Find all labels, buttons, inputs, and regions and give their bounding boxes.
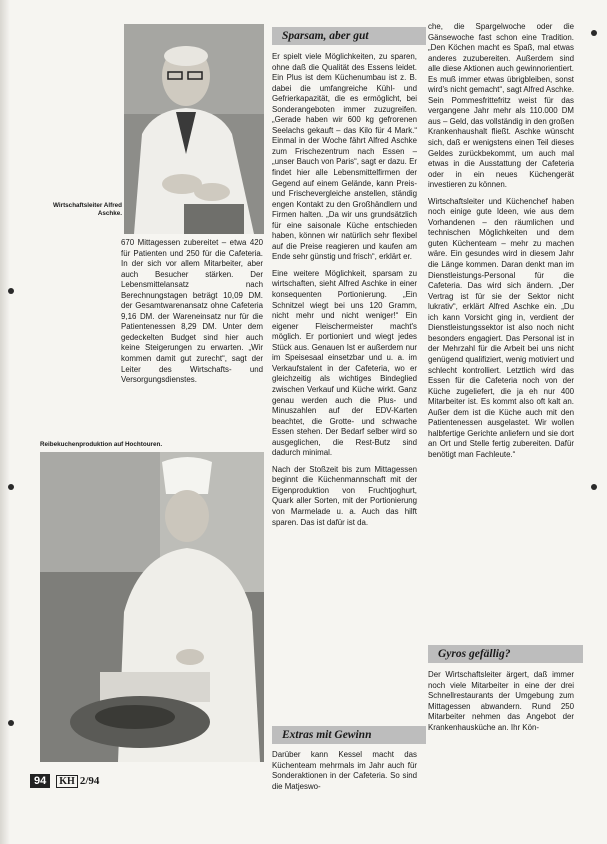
page-footer: [30, 774, 99, 788]
paragraph: Eine weitere Möglichkeit, sparsam zu wirtschaften, sieht Alfred Aschke in einer konsequenten Portionierung. „Ein Schnitzel wiegt bei uns 120 Gramm, nicht mehr und nicht weniger!“ Ein eigener Fleischermeister macht's möglich. Er portioniert und wiegt jedes Stück aus. Genauen Ist er außerdem nur im Speisesaal einsetzbar und u. a. im Verkaufstalent in der Cafeteria, wo er gleichzeitig als wichtiges Bindeglied zwischen Verkauf und Küche wirkt. Ganz genau werden auch die Plus- und Minuszahlen auf der EDV-Karten beachtet, die Grotte- und schwache Essen stehen. Der Bedarf selber wird so ausgeglichen, die Rest-Butz sind dadurch minimal.: [272, 268, 417, 458]
page-number: 94: [30, 774, 50, 788]
paragraph: Der Wirtschaftsleiter ärgert, daß immer noch viele Mitarbeiter in eine der drei Schnellrestaurants der Umgebung zum Mittagessen abwandern. Rund 250 Mitarbeiter nehmen das Angebot der Krankenhausküche an. Ihr Kön-: [428, 670, 574, 732]
magazine-logo: [56, 775, 99, 788]
paragraph: 670 Mittagessen zubereitet – etwa 420 für Patienten und 250 für die Cafeteria. In der sich vor allem Mitarbeiter, aber auch Besucher stärken. Der Lebensmittelansatz nach Berechnungstagen beträgt 10,09 DM. der Gesamtwarenansatz ohne Cafeteria 9,16 DM. der Wareneinsatz nur für die Patientenessen 8,29 DM. Unter dem gedeckelten Budget sind hier auch keine Steigerungen zu erwarten. „Wir kommen damit gut zurecht“, sagt der Leiter des Wirtschafts- und Versorgungsdienstes.: [121, 238, 263, 385]
magazine-name: KH: [56, 775, 78, 788]
binder-hole: [591, 484, 597, 490]
binder-hole: [8, 720, 14, 726]
paragraph: Wirtschaftsleiter und Küchenchef haben noch einige gute Ideen, wie aus dem Vorhandenen – den räumlichen und technischen Möglichkeiten und dem guten Küchenteam – mehr zu machen wäre. Ein gesundes wird in diesem Jahr die Länge kommen. Daran denkt man im Dienstleistungs-Personal für die Cafeteria. Das wird sich ändern. „Der Vertrag ist für sie der Sektor nicht lukrativ“, erklärt Alfred Aschke ein. „Du ich kann Vorsicht ging in, verdient der Dienstleistungssektor ist also noch nicht besonders engagiert. Das Personal ist in der Mehrzahl für die Arbeit bei uns nicht genügend qualifiziert, wenig motiviert und schlecht kontrolliert. Letztlich wird das Essen für die Cafeteria noch von der Küche zugeliefert, die ja eh nur 400 Mitarbeiter ist. Es kommt also oft kalt an. Außer dem ist die Küche auch mit den Patientenessen ausgelastet. Wir wollen halbfertige Gerichte anliefern und sie dort an Ort und Stelle fertig zubereiten. Dafür benötigt man Fachleute.“: [428, 196, 574, 459]
section-heading: Sparsam, aber gut: [272, 27, 426, 45]
text-column-2: [272, 52, 417, 534]
section-heading: Extras mit Gewinn: [272, 726, 426, 744]
paragraph: Nach der Stoßzeit bis zum Mittagessen beginnt die Küchenmannschaft mit der Eigenproduktion von Fruchtjoghurt, Quark aller Sorten, mit der Portionierung von Marmelade u. a. Auch das hilft sparen. Das ist dafür ist da.: [272, 464, 417, 527]
text-column-1: [121, 238, 263, 392]
binder-hole: [8, 484, 14, 490]
photo-caption-bottom: Reibekuchenproduktion auf Hochtouren.: [40, 441, 163, 448]
binder-hole: [8, 288, 14, 294]
text-column-3-end: [428, 670, 574, 750]
section-heading: Gyros gefällig?: [428, 645, 583, 663]
photo-caption-top: Wirtschaftsleiter Alfred Aschke.: [53, 202, 122, 217]
binder-hole: [591, 30, 597, 36]
scan-edge: [0, 0, 10, 844]
issue-number: 2/94: [79, 775, 100, 787]
portrait-photo: [124, 24, 264, 234]
chef-photo: [40, 452, 264, 762]
text-column-2-end: [272, 750, 417, 806]
paragraph: Er spielt viele Möglichkeiten, zu sparen, ohne daß die Qualität des Essens leidet. Ein Plus ist dem Küchenumbau ist z. B. dabei die umfangreiche Kühl- und Gefrierkapazität, die es ermöglicht, bei Sonderangeboten immer zuzugreifen. „Gerade haben wir 600 kg gefrorenen Seelachs gekauft – das Kilo für 4 Mark.“ Einmal in der Woche fährt Alfred Aschke zum Frischezentrum nach Essen – „unser Bauch von Paris“, sagt er dazu. Er findet hier alle Lebensmittelfirmen der Gegend auf einem Gelände, kann Preis- und Frischevergleiche anstellen, ständig engen Kontakt zu den Großhändlern und Firmen halten. „Da wir uns grundsätzlich für eine saisonale Küche entschieden haben, können wir natürlich sehr flexibel auf die Preise reagieren und kaufen am Ende sehr günstig und frisch“, erklärt er.: [272, 52, 417, 262]
text-column-3: [428, 22, 574, 622]
paragraph: Darüber kann Kessel macht das Küchenteam mehrmals im Jahr auch für Sonderaktionen in der Cafeteria. So sind die Matjeswo-: [272, 750, 417, 791]
paragraph: che, die Spargelwoche oder die Gänsewoche fast schon eine Tradition. „Den Köchen macht es Spaß, mal etwas anderes zuzubereiten. Außerdem sind alle diese Aktionen auch gewinnorientiert. Es muß immer etwas übrigbleiben, sonst wird's nicht gemacht“, sagt Alfred Aschke. Sein Pommesfrittefritz weist für das vergangene Jahr mehr als 110.000 DM aus – Geld, das vollständig in den großen Krankenhaushalt fließt. Aschke wünscht sich, daß er wenigstens einen Teil dieses Geldes zurückbekommt, um auch mal etwas in die Ausstattung der Cafeteria oder in ein neues Küchengerät investieren zu können.: [428, 22, 574, 190]
